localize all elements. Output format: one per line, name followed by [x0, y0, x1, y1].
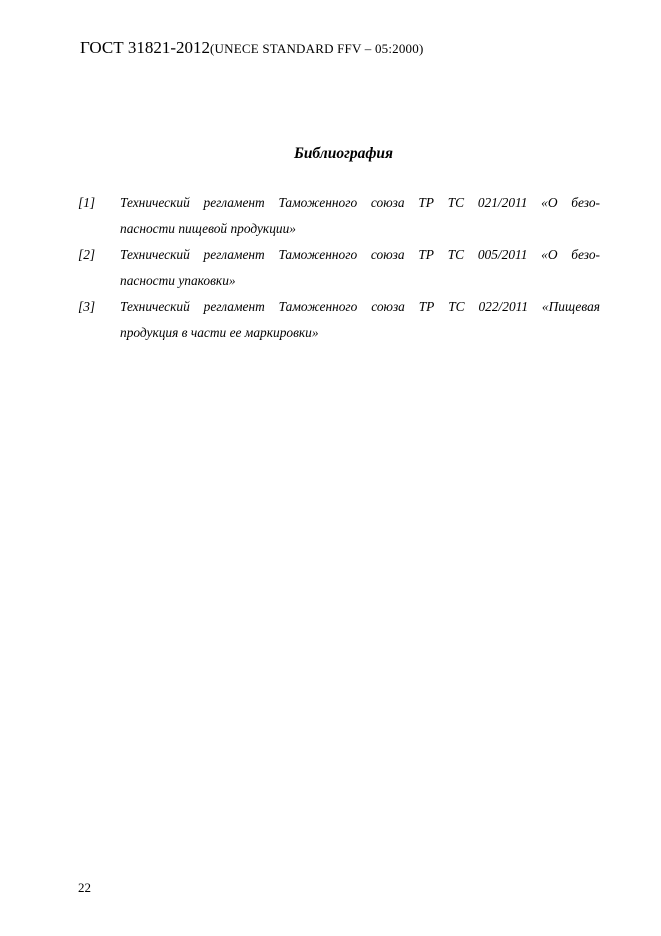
bibliography-title: Библиография: [293, 145, 394, 162]
reference-item: [78, 242, 600, 294]
reference-item: [78, 190, 600, 242]
reference-text-line: пасности пищевой продукции»: [120, 221, 296, 236]
reference-text-line: Технический регламент Таможенного союза ТР ТС 022/2011 «Пищевая: [120, 299, 600, 314]
reference-number: [2]: [78, 247, 96, 262]
reference-item: [78, 294, 600, 346]
reference-text: [120, 294, 600, 346]
reference-number: [1]: [78, 195, 96, 210]
reference-text-line: продукция в части ее маркировки»: [120, 325, 319, 340]
document-header: [80, 38, 424, 58]
reference-number: [3]: [78, 299, 96, 314]
reference-text: [120, 190, 600, 242]
reference-text-line: Технический регламент Таможенного союза ТР ТС 021/2011 «О безо-: [120, 195, 600, 210]
header-unece-reference: (UNECE STANDARD FFV – 05:2000): [210, 41, 424, 56]
reference-text-line: Технический регламент Таможенного союза ТР ТС 005/2011 «О безо-: [120, 247, 600, 262]
reference-list: [78, 190, 600, 346]
header-standard-code: ГОСТ 31821-2012: [80, 38, 211, 57]
page-number: 22: [78, 880, 91, 895]
reference-text-line: пасности упаковки»: [120, 273, 236, 288]
reference-text: [120, 242, 600, 294]
